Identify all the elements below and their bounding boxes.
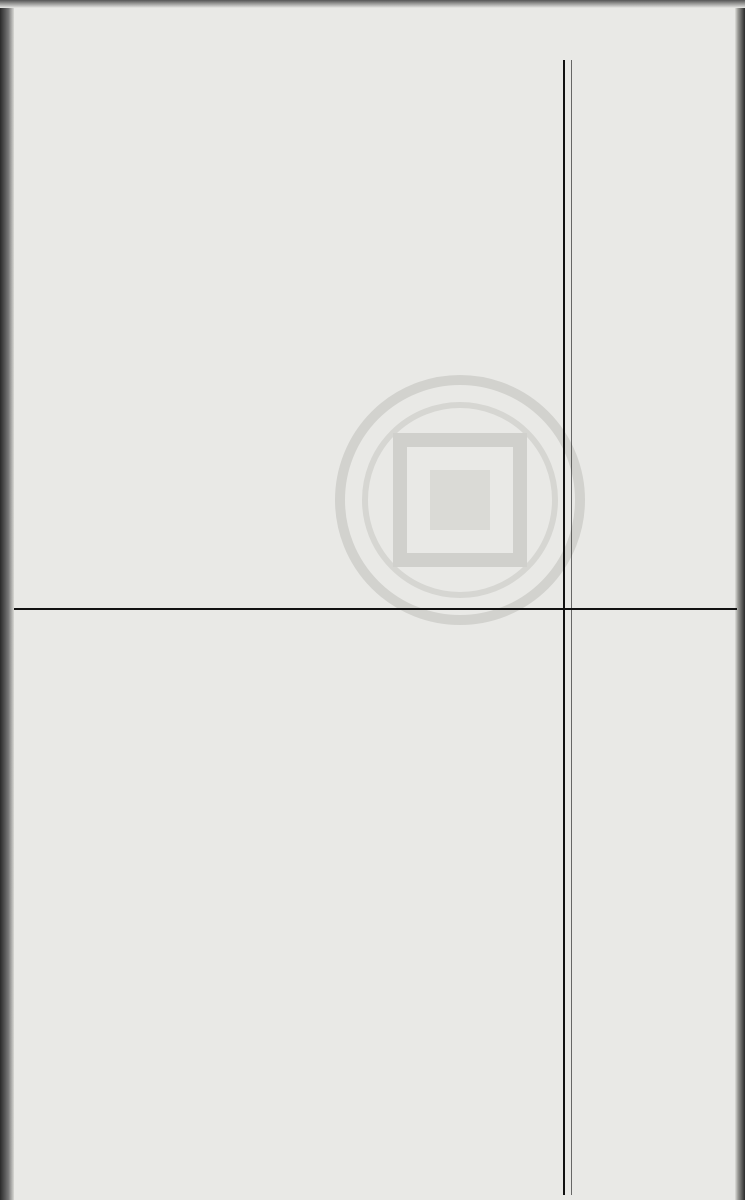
notes-column-divider-2	[571, 60, 572, 1195]
binding-edge-left	[0, 0, 14, 1200]
entry-separator	[14, 608, 737, 610]
notes-column-divider	[563, 60, 565, 1195]
archives-logo-watermark	[330, 370, 590, 630]
page-edge-top	[0, 0, 745, 8]
binding-edge-right	[735, 0, 745, 1200]
